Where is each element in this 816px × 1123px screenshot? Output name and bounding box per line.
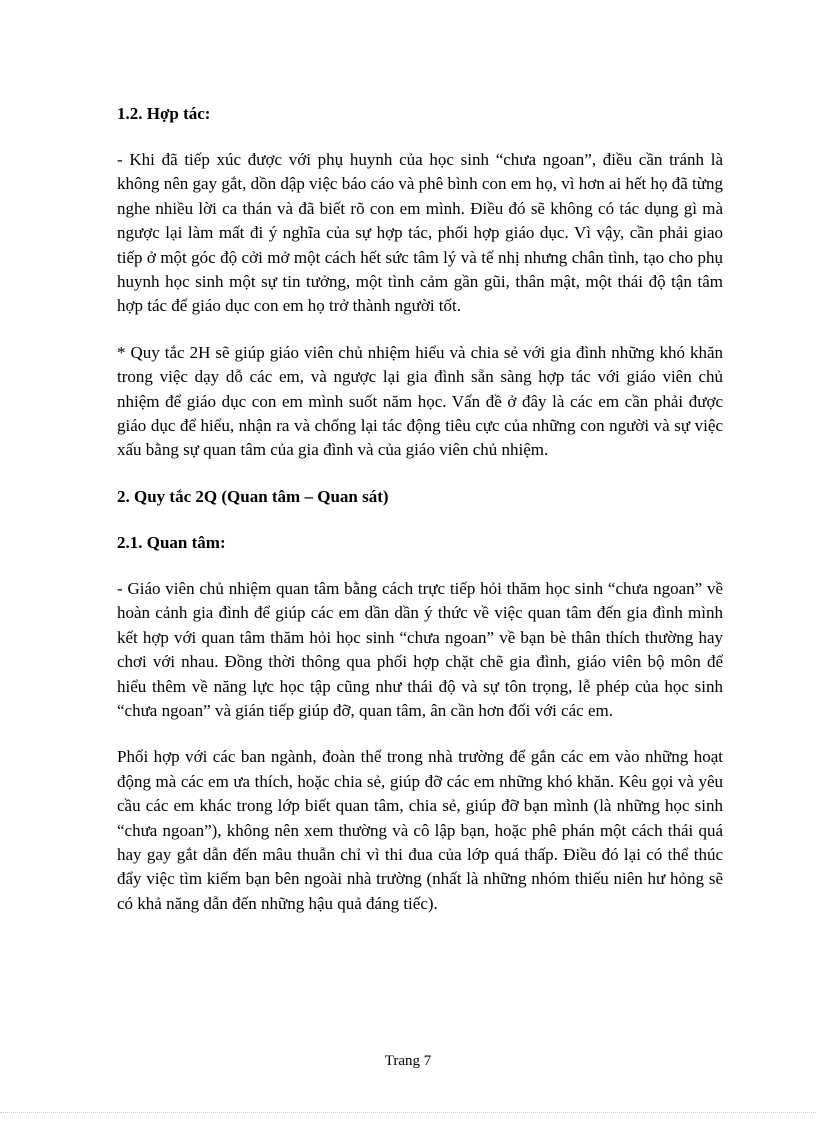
- section-heading-2-1: 2.1. Quan tâm:: [117, 532, 226, 552]
- paragraph-rule-2h: * Quy tắc 2H sẽ giúp giáo viên chủ nhiệm hiểu và chia sẻ với gia đình những khó khăn trong việc dạy dỗ các em, và ngược lại gia đình sẵn sàng hợp tác với giáo viên chủ nhiệm để giáo dục con em mình suốt năm học. Vấn đề ở đây là các em cần phải được giáo dục để hiểu, nhận ra và chống lại tác động tiêu cực của những con người và sự việc xấu bằng sự quan tâm của gia đình và của giáo viên chủ nhiệm.: [117, 342, 723, 460]
- paragraph-coordination: Phối hợp với các ban ngành, đoàn thể trong nhà trường để gắn các em vào những hoạt động mà các em ưa thích, hoặc chia sẻ, giúp đỡ các em những khó khăn. Kêu gọi và yêu cầu các em khác trong lớp biết quan tâm, chia sẻ, giúp đỡ bạn mình (là những học sinh “chưa ngoan”), không nên xem thường và cô lập bạn, hoặc phê phán một cách thái quá hay gay gắt dẫn đến mâu thuẫn chỉ vì thi đua của lớp quá thấp. Điều đó lại có thể thúc đẩy việc tìm kiếm bạn bên ngoài nhà trường (nhất là những nhóm thiếu niên hư hỏng sẽ có khả năng dẫn đến những hậu quả đáng tiếc).: [117, 747, 723, 913]
- paragraph-attention: - Giáo viên chủ nhiệm quan tâm bằng cách trực tiếp hỏi thăm học sinh “chưa ngoan” về hoàn cảnh gia đình để giúp các em dần dần ý thức về việc quan tâm đến gia đình mình kết hợp với quan tâm thăm hỏi học sinh “chưa ngoan” về bạn bè thân thích thường hay chơi với nhau. Đồng thời thông qua phối hợp chặt chẽ gia đình, giáo viên bộ môn để hiểu thêm về năng lực học tập cũng như thái độ và sự tôn trọng, lễ phép của học sinh “chưa ngoan” và gián tiếp giúp đỡ, quan tâm, ân cần hơn đối với các em.: [117, 578, 723, 720]
- section-heading-2: 2. Quy tắc 2Q (Quan tâm – Quan sát): [117, 486, 389, 506]
- section-heading-1-2: 1.2. Hợp tác:: [117, 104, 211, 123]
- page-body: [117, 102, 723, 938]
- page-number: Trang 7: [384, 1053, 432, 1069]
- page-bottom-divider: [0, 1112, 816, 1113]
- paragraph-cooperation: - Khi đã tiếp xúc được với phụ huynh của học sinh “chưa ngoan”, điều cần tránh là không nên gay gắt, dồn dập việc báo cáo và phê bình con em họ, vì hơn ai hết họ đã từng nghe nhiều lời ca thán và đã biết rõ con em mình. Điều đó sẽ không có tác dụng gì mà ngược lại làm mất đi ý nghĩa của sự hợp tác, phối hợp giáo dục. Vì vậy, cần phải giao tiếp ở một góc độ cởi mở một cách hết sức tâm lý và tế nhị nhưng chân tình, tạo cho phụ huynh học sinh một sự tin tưởng, một tình cảm gần gũi, thân mật, một thái độ tận tâm hợp tác để giáo dục con em họ trở thành người tốt.: [117, 150, 723, 316]
